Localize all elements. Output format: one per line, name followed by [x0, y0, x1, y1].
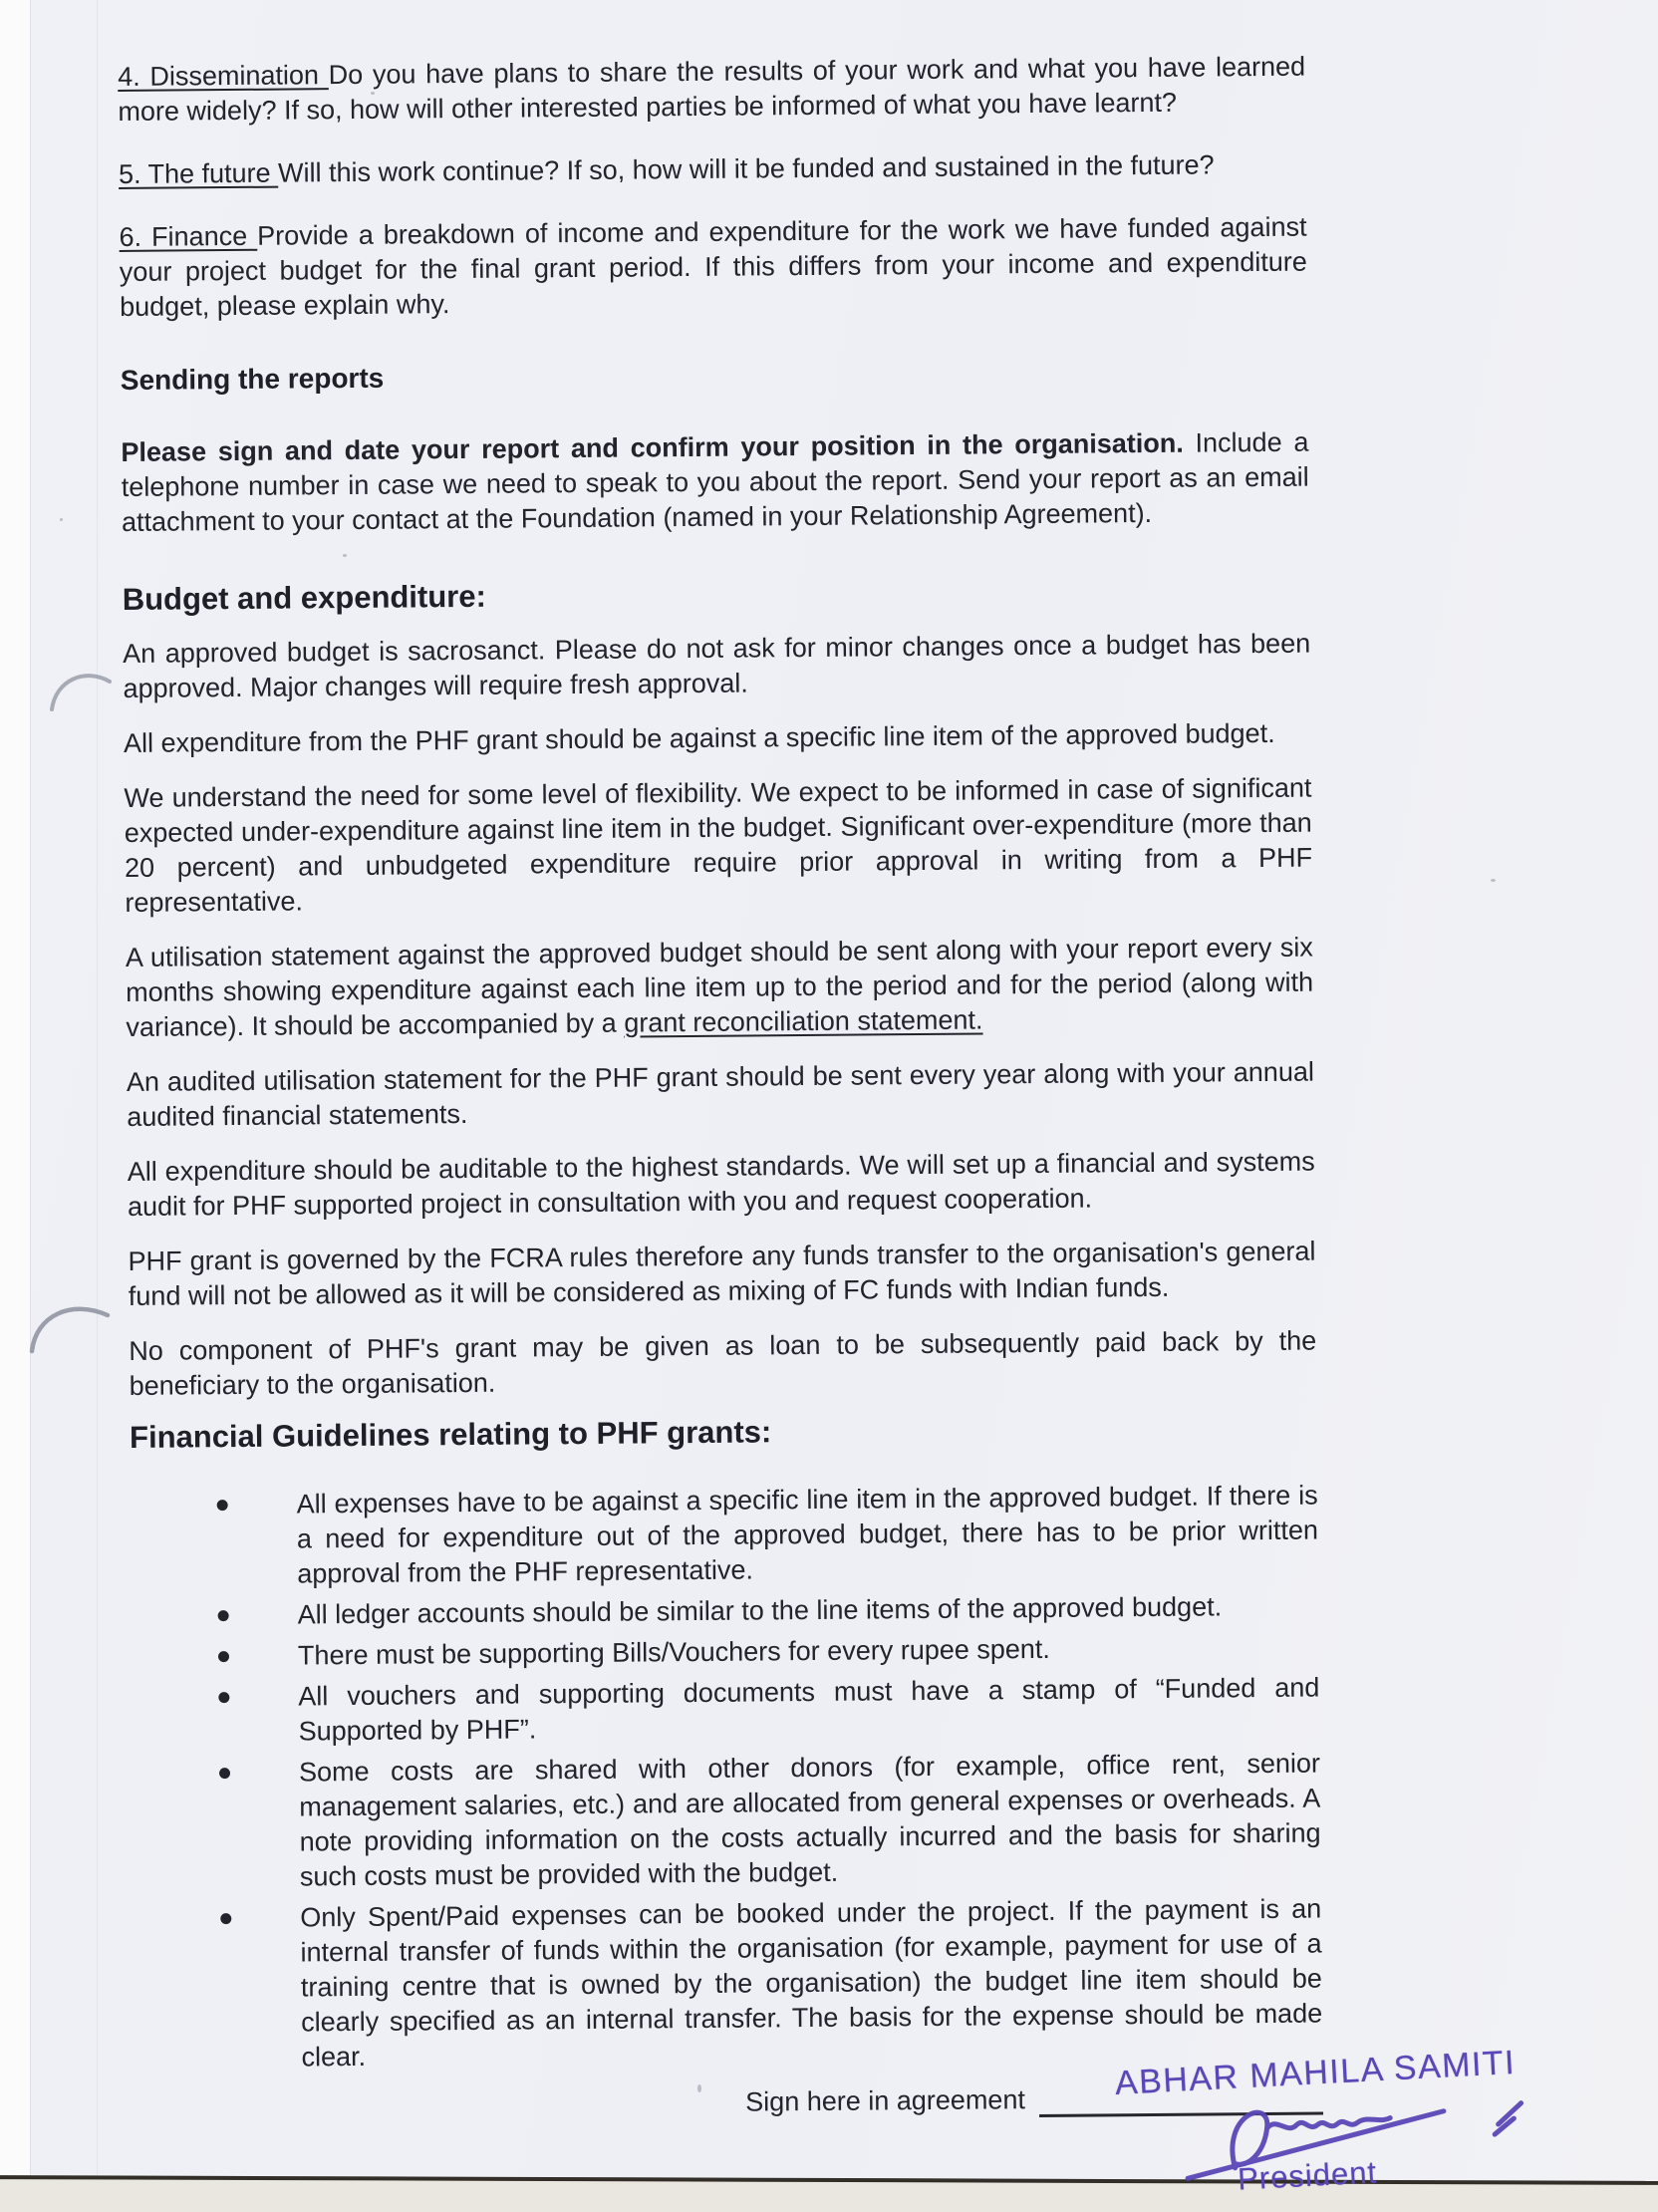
budget-expenditure-heading: Budget and expenditure:	[122, 578, 487, 617]
paragraph-audited-statement: An audited utilisation statement for the PHF grant should be sent every year along with your annual audited financial statements.	[126, 1056, 1315, 1132]
question-4-label: 4. Dissemination	[118, 60, 329, 92]
paragraph-no-component: No component of PHF's grant may be given as loan to be subsequently paid back by the beneficiary to the organisation.	[129, 1325, 1317, 1401]
bullet-icon	[218, 1610, 229, 1621]
question-5-text: Will this work continue? If so, how will it be funded and sustained in the future?	[277, 149, 1215, 188]
guideline-item	[298, 1630, 1319, 1674]
pen-arc-mark-top	[48, 666, 118, 717]
guideline-item	[299, 1747, 1321, 1895]
paragraph-approved-budget: An approved budget is sacrosanct. Please do not ask for minor changes once a budget has been approved. Major changes will require fresh approval.	[123, 628, 1311, 703]
bullet-icon	[219, 1768, 230, 1779]
guideline-text: There must be supporting Bills/Vouchers for every rupee spent.	[297, 1633, 1050, 1671]
paragraph-line-item: All expenditure from the PHF grant should be against a specific line item of the approved budget.	[123, 717, 1275, 758]
question-4-text: Do you have plans to share the results of your work and what you have learned more widely? If so, how will other interested parties be informed of what you have learnt?	[118, 51, 1306, 127]
sign-and-date-rest: Include a telephone number in case we need to speak to you about the report. Send your report as an email attachment to your contact at the Foundation (named in your Relationship Agreement).	[121, 426, 1309, 537]
guideline-text: All vouchers and supporting documents must have a stamp of “Funded and Supported by PHF”.	[298, 1672, 1320, 1747]
bullet-icon	[218, 1692, 229, 1703]
paragraph-utilisation-statement	[126, 931, 1314, 1045]
question-5-future	[119, 147, 1306, 192]
question-5-label: 5. The future	[118, 157, 279, 189]
guideline-text: Some costs are shared with other donors (for example, office rent, senior management salaries, etc.) and are allocated from general expenses or overheads. A note providing information on the costs actually incurred and the basis for sharing such costs must be provided with the budget.	[298, 1748, 1321, 1892]
paragraph-flexibility: We understand the need for some level of flexibility. We expect to be informed in case of significant expected under-expenditure against line item in the budget. Significant over-expenditure (more than 20 percent) and unbudgeted expenditure require prior approval in writing from a PHF representative.	[124, 772, 1313, 918]
financial-guidelines-heading: Financial Guidelines relating to PHF grants:	[129, 1414, 772, 1455]
paper-crease-line	[97, 0, 98, 2212]
stamp-title-president: President	[1237, 2154, 1378, 2197]
scanner-edge-strip	[0, 0, 31, 2212]
guideline-text: All expenses have to be against a specific line item in the approved budget. If there is a need for expenditure out of the approved budget, there has to be prior written approval from the PHF representative.	[296, 1480, 1319, 1589]
question-6-label: 6. Finance	[119, 220, 258, 252]
sign-and-date-paragraph	[121, 425, 1309, 540]
question-6-text: Provide a breakdown of income and expenditure for the work we have funded against your project budget for the final grant period. If this differs from your income and expenditure budget, please explain why.	[119, 211, 1307, 322]
guideline-item	[298, 1671, 1320, 1750]
guideline-item	[297, 1589, 1318, 1633]
signature-blank-line	[1039, 2082, 1323, 2117]
question-4-dissemination	[118, 50, 1306, 130]
question-6-finance	[119, 210, 1307, 325]
scan-speck	[1491, 879, 1496, 882]
document-content	[118, 50, 1323, 2125]
guideline-text: Only Spent/Paid expenses can be booked under the project. If the payment is an internal transfer of funds within the organisation (for example, payment for use of a training centre that is owned by the organisation) the budget line item should be clearly specified as an internal transfer. The basis for the expense should be made clear.	[300, 1893, 1323, 2073]
sign-and-date-bold: Please sign and date your report and confirm your position in the organisation.	[121, 427, 1184, 467]
scan-speck	[60, 518, 63, 521]
guideline-text: All ledger accounts should be similar to the line items of the approved budget.	[297, 1591, 1223, 1630]
paragraph-fcra: PHF grant is governed by the FCRA rules therefore any funds transfer to the organisation's general fund will not be allowed as it will be considered as mixing of FC funds with Indian funds.	[128, 1236, 1316, 1311]
bullet-icon	[218, 1651, 229, 1662]
utilisation-text: A utilisation statement against the approved budget should be sent along with your report every six months showing expenditure against each line item up to the period and for the period (along with variance). It should be accompanied by a	[125, 932, 1314, 1042]
guideline-item	[297, 1479, 1319, 1592]
pen-arc-mark-bottom	[28, 1297, 118, 1361]
bullet-icon	[220, 1913, 231, 1924]
financial-guidelines-list	[131, 1479, 1323, 2076]
page-bottom-edge	[0, 2175, 1658, 2212]
grant-reconciliation-underlined: grant reconciliation statement.	[624, 1004, 983, 1038]
sign-here-label: Sign here in agreement	[745, 2084, 1026, 2117]
sign-here-row	[136, 2080, 1323, 2125]
bullet-icon	[217, 1500, 228, 1511]
stamp-organisation-name: ABHAR MAHILA SAMITI	[1114, 2043, 1518, 2102]
sending-reports-heading: Sending the reports	[120, 362, 385, 396]
paragraph-auditable: All expenditure should be auditable to the highest standards. We will set up a financial and systems audit for PHF supported project in consultation with you and request cooperation.	[127, 1146, 1315, 1222]
guideline-item	[300, 1892, 1322, 2075]
